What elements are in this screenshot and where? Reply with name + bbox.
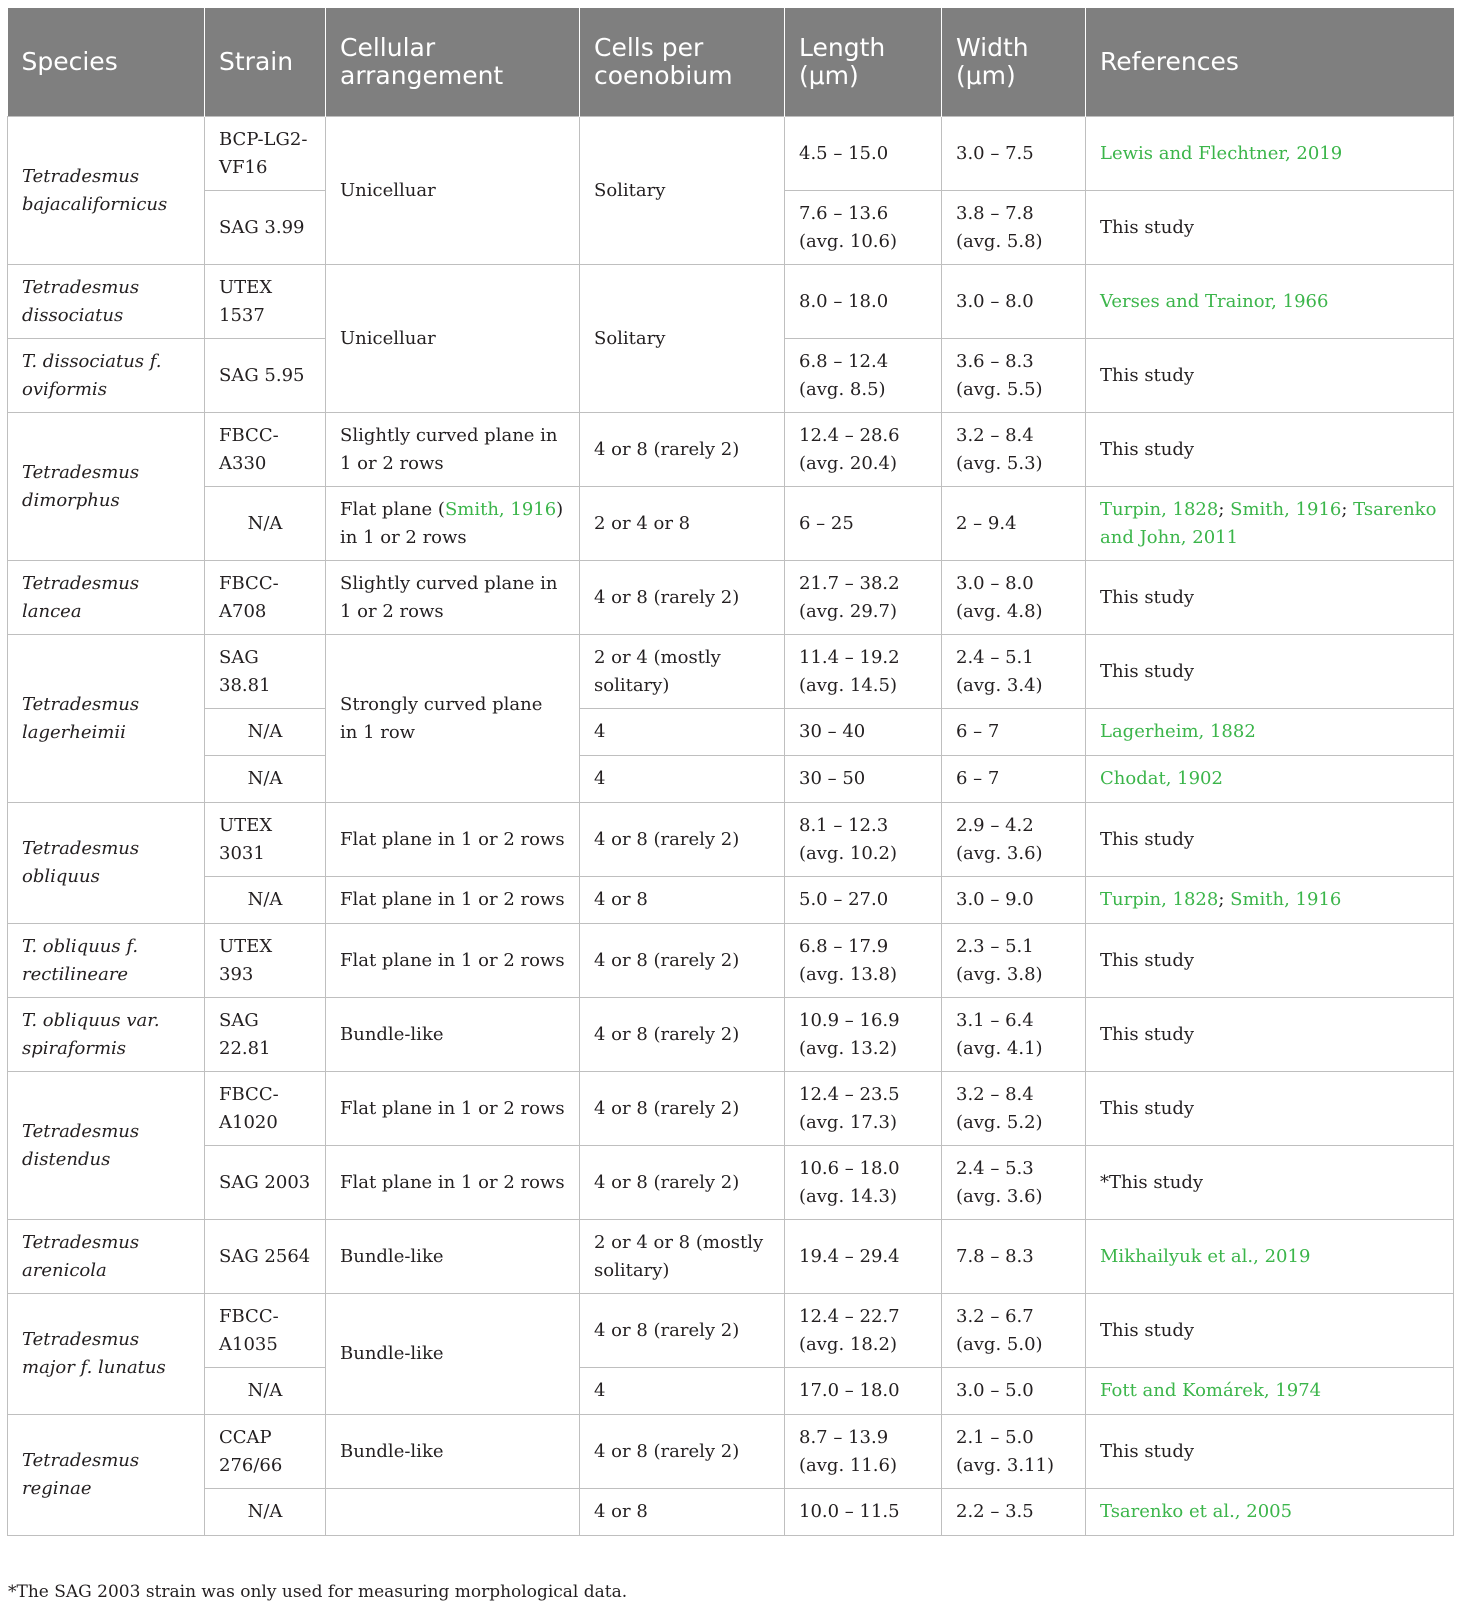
cells-cell: 4 or 8 (rarely 2)	[580, 1294, 785, 1368]
arrangement-cell: Bundle-like	[326, 998, 580, 1072]
reference-cell: This study	[1086, 924, 1454, 998]
length-cell: 17.0 – 18.0	[785, 1368, 942, 1415]
length-cell: 10.0 – 11.5	[785, 1489, 942, 1536]
arrangement-cell: Flat plane in 1 or 2 rows	[326, 1072, 580, 1146]
reference-cell: This study	[1086, 413, 1454, 487]
reference-cell: Turpin, 1828; Smith, 1916	[1086, 877, 1454, 924]
table-row	[8, 756, 1454, 803]
species-cell: T. obliquus f. rectilineare	[8, 924, 205, 998]
reference-link[interactable]: Tsarenko and John, 2011	[1100, 498, 1437, 548]
strain-cell: UTEX 3031	[205, 803, 326, 877]
cells-cell: 4 or 8 (rarely 2)	[580, 561, 785, 635]
cells-cell: Solitary	[580, 265, 785, 413]
strain-cell: FBCC-A1020	[205, 1072, 326, 1146]
header-references: References	[1086, 8, 1454, 117]
width-cell: 2.1 – 5.0 (avg. 3.11)	[942, 1415, 1086, 1489]
table-row	[8, 998, 1454, 1072]
cells-cell: 4 or 8 (rarely 2)	[580, 413, 785, 487]
reference-link[interactable]: Turpin, 1828	[1100, 498, 1219, 520]
length-cell: 4.5 – 15.0	[785, 117, 942, 191]
arrangement-cell: Flat plane in 1 or 2 rows	[326, 1146, 580, 1220]
reference-link[interactable]: Mikhailyuk et al., 2019	[1100, 1245, 1311, 1267]
table-row	[8, 1415, 1454, 1489]
cells-cell: 4	[580, 1368, 785, 1415]
strain-cell: FBCC-A330	[205, 413, 326, 487]
arrangement-cell: Flat plane in 1 or 2 rows	[326, 924, 580, 998]
reference-link[interactable]: Tsarenko et al., 2005	[1100, 1501, 1293, 1522]
length-cell: 8.7 – 13.9 (avg. 11.6)	[785, 1415, 942, 1489]
strain-cell: SAG 38.81	[205, 635, 326, 709]
reference-cell	[1086, 1220, 1454, 1294]
table-row	[8, 413, 1454, 487]
length-cell: 19.4 – 29.4	[785, 1220, 942, 1294]
reference-cell: This study	[1086, 635, 1454, 709]
reference-link[interactable]: Verses and Trainor, 1966	[1100, 290, 1329, 312]
species-cell: T. dissociatus f. oviformis	[8, 339, 205, 413]
strain-cell: N/A	[205, 487, 326, 561]
strain-cell: SAG 2003	[205, 1146, 326, 1220]
species-cell: Tetradesmus lancea	[8, 561, 205, 635]
table-row	[8, 1489, 1454, 1536]
species-cell: Tetradesmus bajacalifornicus	[8, 117, 205, 265]
cells-cell: 4	[580, 756, 785, 803]
table-row	[8, 1072, 1454, 1146]
arrangement-cell: Bundle-like	[326, 1220, 580, 1294]
table-footnote: *The SAG 2003 strain was only used for measuring morphological data.	[8, 1582, 628, 1602]
species-cell: Tetradesmus major f. lunatus	[8, 1294, 205, 1415]
table-row	[8, 487, 1454, 561]
reference-cell: This study	[1086, 1294, 1454, 1368]
width-cell: 3.0 – 7.5	[942, 117, 1086, 191]
reference-link[interactable]: Fott and Komárek, 1974	[1100, 1380, 1322, 1401]
cells-cell: 4	[580, 709, 785, 756]
arrangement-cell: Flat plane in 1 or 2 rows	[326, 877, 580, 924]
width-cell: 3.0 – 5.0	[942, 1368, 1086, 1415]
width-cell: 2.3 – 5.1 (avg. 3.8)	[942, 924, 1086, 998]
arrangement-cell: Flat plane (Smith, 1916) in 1 or 2 rows	[326, 487, 580, 561]
cells-cell: 4 or 8	[580, 877, 785, 924]
length-cell: 11.4 – 19.2 (avg. 14.5)	[785, 635, 942, 709]
reference-cell: This study	[1086, 561, 1454, 635]
arrangement-cell: Strongly curved plane in 1 row	[326, 635, 580, 803]
arrangement-cell: Slightly curved plane in 1 or 2 rows	[326, 561, 580, 635]
width-cell: 3.6 – 8.3 (avg. 5.5)	[942, 339, 1086, 413]
length-cell: 21.7 – 38.2 (avg. 29.7)	[785, 561, 942, 635]
table-row	[8, 1146, 1454, 1220]
cells-cell: 4 or 8 (rarely 2)	[580, 998, 785, 1072]
reference-cell: This study	[1086, 191, 1454, 265]
width-cell: 3.0 – 8.0 (avg. 4.8)	[942, 561, 1086, 635]
table-row	[8, 117, 1454, 191]
width-cell: 3.8 – 7.8 (avg. 5.8)	[942, 191, 1086, 265]
reference-link[interactable]: Lagerheim, 1882	[1100, 721, 1256, 742]
reference-link[interactable]: Smith, 1916	[1230, 889, 1342, 910]
length-cell: 10.6 – 18.0 (avg. 14.3)	[785, 1146, 942, 1220]
cells-cell: 2 or 4 or 8	[580, 487, 785, 561]
length-cell: 6.8 – 17.9 (avg. 13.8)	[785, 924, 942, 998]
strain-cell: SAG 5.95	[205, 339, 326, 413]
cells-cell: 4 or 8 (rarely 2)	[580, 1072, 785, 1146]
species-cell: Tetradesmus dissociatus	[8, 265, 205, 339]
cells-cell: 4 or 8 (rarely 2)	[580, 1415, 785, 1489]
reference-cell: This study	[1086, 339, 1454, 413]
width-cell: 2 – 9.4	[942, 487, 1086, 561]
table-row	[8, 924, 1454, 998]
species-cell: Tetradesmus arenicola	[8, 1220, 205, 1294]
reference-cell: This study	[1086, 1072, 1454, 1146]
strain-cell: N/A	[205, 877, 326, 924]
width-cell: 7.8 – 8.3	[942, 1220, 1086, 1294]
width-cell: 3.1 – 6.4 (avg. 4.1)	[942, 998, 1086, 1072]
length-cell: 30 – 50	[785, 756, 942, 803]
strain-cell: N/A	[205, 1489, 326, 1536]
strain-cell: FBCC-A708	[205, 561, 326, 635]
length-cell: 7.6 – 13.6 (avg. 10.6)	[785, 191, 942, 265]
cells-cell: 2 or 4 (mostly solitary)	[580, 635, 785, 709]
arrangement-cell	[326, 1489, 580, 1536]
width-cell: 2.4 – 5.3 (avg. 3.6)	[942, 1146, 1086, 1220]
length-cell: 12.4 – 23.5 (avg. 17.3)	[785, 1072, 942, 1146]
reference-link[interactable]: Smith, 1916	[1230, 498, 1342, 520]
width-cell: 3.2 – 8.4 (avg. 5.3)	[942, 413, 1086, 487]
width-cell: 2.4 – 5.1 (avg. 3.4)	[942, 635, 1086, 709]
arrangement-cell: Bundle-like	[326, 1415, 580, 1489]
length-cell: 30 – 40	[785, 709, 942, 756]
header-width: Width (μm)	[942, 8, 1086, 117]
table-row	[8, 265, 1454, 339]
cells-cell: 4 or 8 (rarely 2)	[580, 1146, 785, 1220]
strain-cell: SAG 22.81	[205, 998, 326, 1072]
arrangement-cell: Bundle-like	[326, 1294, 580, 1415]
reference-cell	[1086, 117, 1454, 191]
length-cell: 8.1 – 12.3 (avg. 10.2)	[785, 803, 942, 877]
arrangement-cell: Unicelluar	[326, 265, 580, 413]
header-length: Length (μm)	[785, 8, 942, 117]
species-cell: Tetradesmus distendus	[8, 1072, 205, 1220]
width-cell: 3.2 – 6.7 (avg. 5.0)	[942, 1294, 1086, 1368]
width-cell: 3.0 – 9.0	[942, 877, 1086, 924]
reference-cell: *This study	[1086, 1146, 1454, 1220]
strain-cell: BCP-LG2-VF16	[205, 117, 326, 191]
reference-link[interactable]: Smith, 1916	[444, 498, 557, 520]
arrangement-cell: Flat plane in 1 or 2 rows	[326, 803, 580, 877]
strain-cell: N/A	[205, 1368, 326, 1415]
length-cell: 10.9 – 16.9 (avg. 13.2)	[785, 998, 942, 1072]
length-cell: 12.4 – 22.7 (avg. 18.2)	[785, 1294, 942, 1368]
reference-cell	[1086, 756, 1454, 803]
reference-link[interactable]: Chodat, 1902	[1100, 768, 1223, 789]
width-cell: 3.2 – 8.4 (avg. 5.2)	[942, 1072, 1086, 1146]
length-cell: 5.0 – 27.0	[785, 877, 942, 924]
width-cell: 6 – 7	[942, 756, 1086, 803]
length-cell: 12.4 – 28.6 (avg. 20.4)	[785, 413, 942, 487]
reference-link[interactable]: Turpin, 1828	[1100, 889, 1219, 910]
species-cell: Tetradesmus lagerheimii	[8, 635, 205, 803]
reference-cell: Turpin, 1828; Smith, 1916; Tsarenko and John, 2011	[1086, 487, 1454, 561]
table-row	[8, 561, 1454, 635]
cells-cell: 4 or 8	[580, 1489, 785, 1536]
table-row	[8, 877, 1454, 924]
length-cell: 6.8 – 12.4 (avg. 8.5)	[785, 339, 942, 413]
width-cell: 3.0 – 8.0	[942, 265, 1086, 339]
length-cell: 6 – 25	[785, 487, 942, 561]
header-strain: Strain	[205, 8, 326, 117]
cells-cell: Solitary	[580, 117, 785, 265]
width-cell: 2.9 – 4.2 (avg. 3.6)	[942, 803, 1086, 877]
strain-cell: UTEX 1537	[205, 265, 326, 339]
reference-cell: This study	[1086, 998, 1454, 1072]
strain-cell: UTEX 393	[205, 924, 326, 998]
reference-link[interactable]: Lewis and Flechtner, 2019	[1100, 142, 1343, 164]
morphology-table	[7, 8, 1454, 1536]
reference-cell	[1086, 265, 1454, 339]
table-row	[8, 1220, 1454, 1294]
strain-cell: SAG 2564	[205, 1220, 326, 1294]
cells-cell: 4 or 8 (rarely 2)	[580, 924, 785, 998]
cells-cell: 4 or 8 (rarely 2)	[580, 803, 785, 877]
table-row	[8, 635, 1454, 709]
header-row	[8, 8, 1454, 117]
species-cell: Tetradesmus reginae	[8, 1415, 205, 1536]
reference-cell: This study	[1086, 803, 1454, 877]
species-cell: T. obliquus var. spiraformis	[8, 998, 205, 1072]
reference-cell: This study	[1086, 1415, 1454, 1489]
reference-cell	[1086, 1489, 1454, 1536]
header-cellular-arrangement: Cellular arrangement	[326, 8, 580, 117]
strain-cell: SAG 3.99	[205, 191, 326, 265]
header-cells-per-coenobium: Cells per coenobium	[580, 8, 785, 117]
strain-cell: N/A	[205, 709, 326, 756]
header-species: Species	[8, 8, 205, 117]
table-row	[8, 803, 1454, 877]
length-cell: 8.0 – 18.0	[785, 265, 942, 339]
strain-cell: CCAP 276/66	[205, 1415, 326, 1489]
table-row	[8, 709, 1454, 756]
table-row	[8, 1368, 1454, 1415]
arrangement-cell: Slightly curved plane in 1 or 2 rows	[326, 413, 580, 487]
reference-cell	[1086, 709, 1454, 756]
width-cell: 6 – 7	[942, 709, 1086, 756]
cells-cell: 2 or 4 or 8 (mostly solitary)	[580, 1220, 785, 1294]
species-cell: Tetradesmus dimorphus	[8, 413, 205, 561]
table-row	[8, 1294, 1454, 1368]
species-cell: Tetradesmus obliquus	[8, 803, 205, 924]
strain-cell: FBCC-A1035	[205, 1294, 326, 1368]
arrangement-cell: Unicelluar	[326, 117, 580, 265]
strain-cell: N/A	[205, 756, 326, 803]
width-cell: 2.2 – 3.5	[942, 1489, 1086, 1536]
reference-cell	[1086, 1368, 1454, 1415]
